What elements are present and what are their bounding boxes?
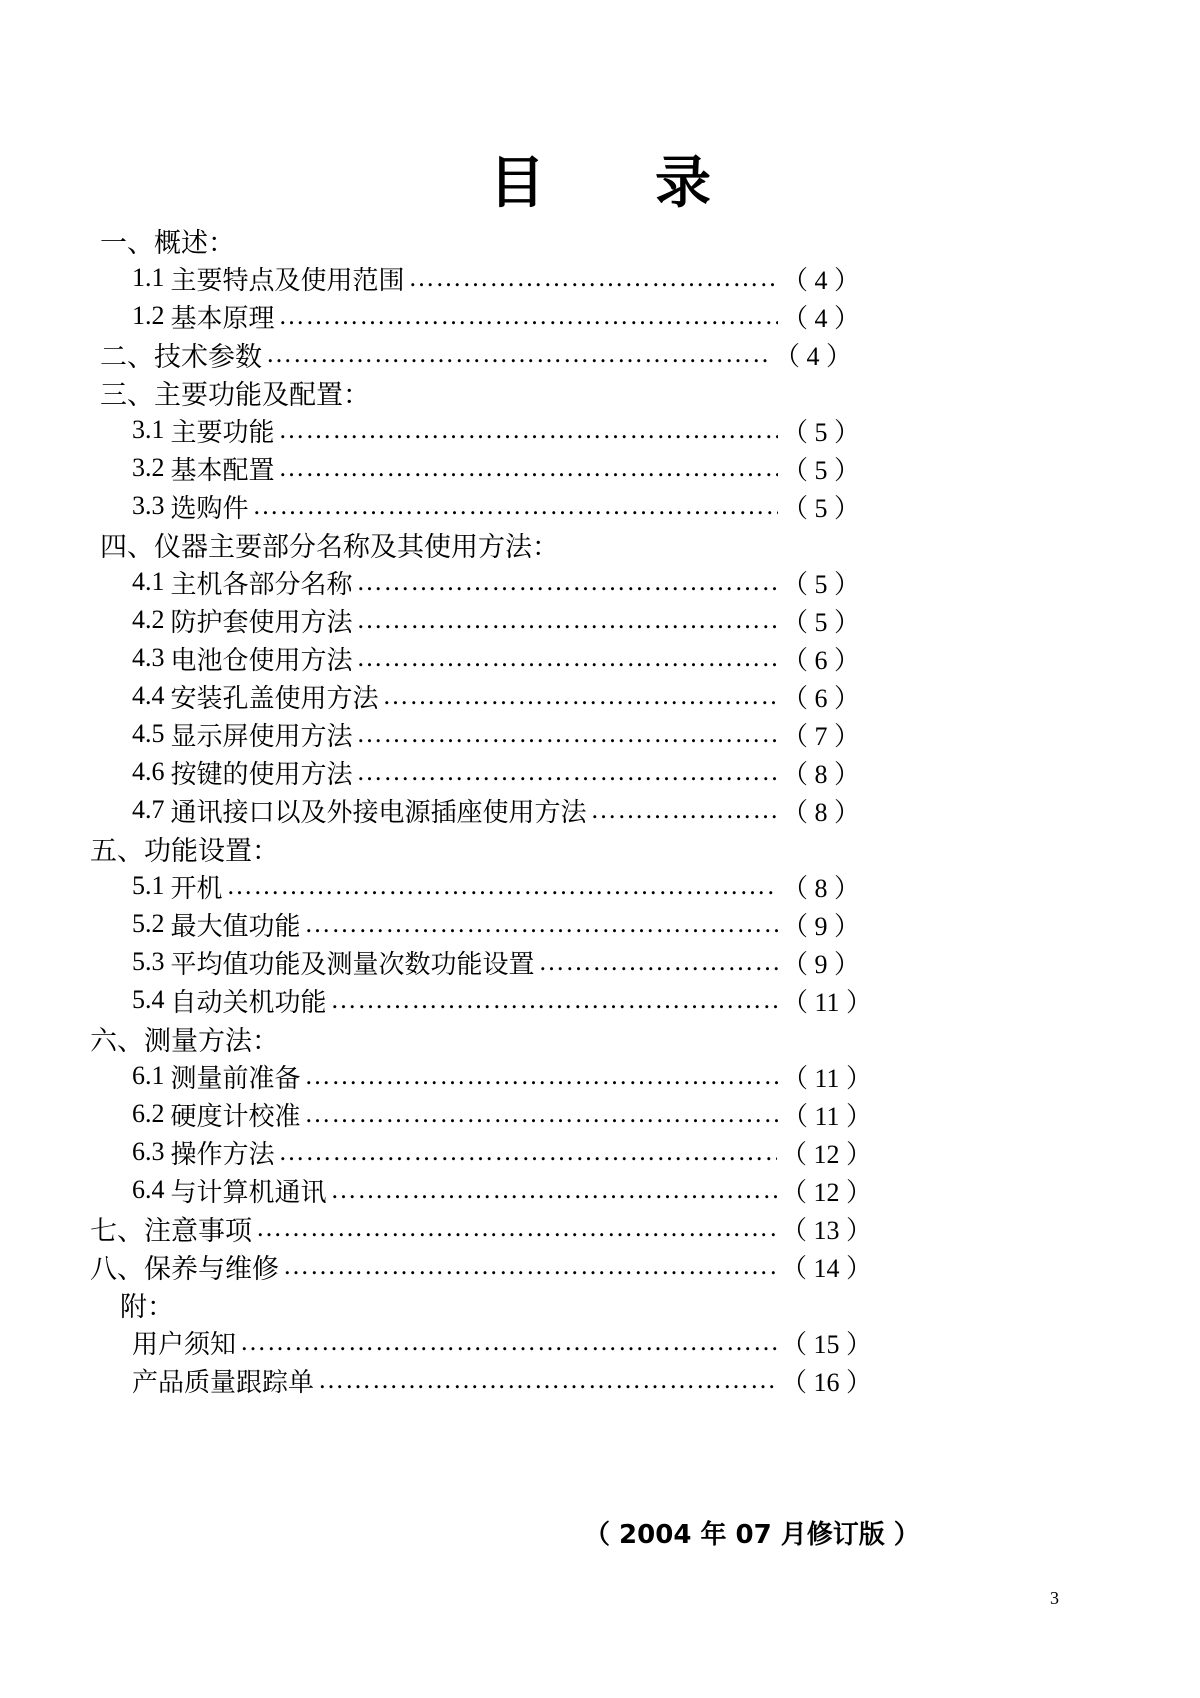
toc-leader-dots (539, 947, 778, 977)
toc-page: （ 6 ） (781, 645, 860, 675)
toc-number: 1.1 (132, 263, 165, 292)
toc-entry[interactable] (132, 752, 860, 792)
toc-entry[interactable] (132, 410, 860, 450)
toc-label: 测量前准备 (170, 1063, 301, 1094)
toc-number: 3.3 (132, 491, 165, 520)
toc-leader-dots (318, 1365, 777, 1395)
toc-entry[interactable] (132, 258, 860, 298)
toc-leader-dots (266, 339, 770, 369)
toc-page: （ 16 ） (780, 1367, 872, 1397)
toc-heading (90, 828, 279, 868)
toc-page: （ 12 ） (780, 1177, 872, 1207)
toc-label: 五、功能设置： (90, 835, 279, 867)
toc-page: （ 9 ） (781, 949, 860, 979)
toc-entry[interactable] (90, 1246, 872, 1286)
toc-leader-dots (357, 719, 778, 749)
toc-label: 六、测量方法： (90, 1025, 279, 1057)
toc-leader-dots (331, 985, 778, 1015)
toc-label: 硬度计校准 (170, 1101, 301, 1132)
toc-heading (90, 1018, 279, 1058)
toc-number: 4.5 (132, 719, 165, 748)
toc-label: 电池仓使用方法 (170, 645, 353, 676)
toc-number: 6.1 (132, 1061, 165, 1090)
toc-leader-dots (383, 681, 778, 711)
toc-leader-dots (279, 415, 778, 445)
toc-label: 自动关机功能 (170, 987, 327, 1018)
toc-number: 3.1 (132, 415, 165, 444)
toc-leader-dots (305, 909, 778, 939)
toc-page: （ 5 ） (781, 607, 860, 637)
toc-number: 6.3 (132, 1137, 165, 1166)
toc-page: （ 11 ） (781, 1063, 872, 1093)
toc-heading (100, 220, 235, 260)
toc-heading (100, 372, 370, 412)
toc-page: （ 6 ） (781, 683, 860, 713)
toc-label: 二、技术参数 (100, 341, 262, 373)
toc-page: （ 11 ） (781, 987, 872, 1017)
toc-page: （ 7 ） (781, 721, 860, 751)
toc-entry[interactable] (132, 942, 860, 982)
toc-label: 主机各部分名称 (170, 569, 353, 600)
toc-page: （ 8 ） (781, 759, 860, 789)
toc-label: 通讯接口以及外接电源插座使用方法 (170, 797, 587, 828)
toc-entry[interactable] (132, 296, 860, 336)
toc-leader-dots (591, 795, 778, 825)
toc-label: 安装孔盖使用方法 (170, 683, 379, 714)
toc-leader-dots (279, 453, 778, 483)
title-char-2: 录 (655, 151, 711, 216)
toc-label: 操作方法 (170, 1139, 275, 1170)
toc-label: 基本配置 (170, 455, 275, 486)
toc-entry[interactable] (132, 676, 860, 716)
toc-leader-dots (357, 605, 778, 635)
toc-entry[interactable] (132, 1094, 872, 1134)
toc-page: （ 13 ） (780, 1215, 872, 1245)
toc-entry[interactable] (132, 486, 860, 526)
toc-page: （ 8 ） (781, 797, 860, 827)
toc-label: 平均值功能及测量次数功能设置 (170, 949, 535, 980)
toc-number: 4.2 (132, 605, 165, 634)
toc-number: 5.2 (132, 909, 165, 938)
toc-page: （ 12 ） (780, 1139, 872, 1169)
toc-label: 七、注意事项 (90, 1215, 252, 1247)
toc-entry[interactable] (132, 866, 860, 906)
toc-number: 6.4 (132, 1175, 165, 1204)
toc-number: 5.3 (132, 947, 165, 976)
toc-label: 开机 (170, 873, 223, 904)
toc-entry[interactable] (132, 790, 860, 830)
toc-number: 4.6 (132, 757, 165, 786)
toc-label: 主要功能 (170, 417, 275, 448)
title-char-1: 目 (489, 151, 545, 216)
toc-label: 三、主要功能及配置： (100, 379, 370, 411)
toc-entry[interactable] (132, 562, 860, 602)
toc-label: 八、保养与维修 (90, 1253, 279, 1285)
toc-leader-dots (331, 1175, 777, 1205)
toc-label: 最大值功能 (170, 911, 301, 942)
toc-number: 6.2 (132, 1099, 165, 1128)
toc-entry[interactable] (132, 1132, 872, 1172)
toc-page: （ 4 ） (781, 303, 860, 333)
toc-leader-dots (253, 491, 778, 521)
toc-label: 附： (120, 1291, 174, 1323)
toc-entry[interactable] (132, 638, 860, 678)
toc-page: （ 4 ） (773, 341, 852, 371)
toc-label: 基本原理 (170, 303, 275, 334)
toc-number: 5.4 (132, 985, 165, 1014)
toc-entry[interactable] (132, 1056, 872, 1096)
toc-leader-dots (357, 757, 778, 787)
toc-entry[interactable] (132, 980, 872, 1020)
toc-entry[interactable] (132, 448, 860, 488)
toc-heading (100, 524, 559, 564)
toc-page: （ 5 ） (781, 417, 860, 447)
toc-leader-dots (409, 263, 778, 293)
toc-page: （ 9 ） (781, 911, 860, 941)
toc-label: 按键的使用方法 (170, 759, 353, 790)
toc-page: （ 5 ） (781, 455, 860, 485)
toc-leader-dots (279, 301, 778, 331)
toc-number: 3.2 (132, 453, 165, 482)
toc-entry[interactable] (90, 1208, 872, 1248)
toc-heading (120, 1284, 174, 1324)
toc-page: （ 14 ） (780, 1253, 872, 1283)
toc-number: 4.3 (132, 643, 165, 672)
toc-label: 显示屏使用方法 (170, 721, 353, 752)
toc-label: 用户须知 (132, 1329, 237, 1360)
toc-entry[interactable] (132, 904, 860, 944)
toc-entry[interactable] (132, 714, 860, 754)
page-title (0, 151, 1200, 216)
toc-entry[interactable] (132, 1322, 872, 1362)
toc-leader-dots (279, 1137, 777, 1167)
toc-leader-dots (357, 567, 778, 597)
toc-number: 1.2 (132, 301, 165, 330)
toc-leader-dots (357, 643, 778, 673)
toc-leader-dots (283, 1251, 777, 1281)
toc-number: 5.1 (132, 871, 165, 900)
toc-label: 四、仪器主要部分名称及其使用方法： (100, 531, 559, 563)
toc-leader-dots (256, 1213, 777, 1243)
toc-number: 4.1 (132, 567, 165, 596)
toc-leader-dots (227, 871, 778, 901)
toc-entry[interactable] (132, 1360, 872, 1400)
toc-number: 4.4 (132, 681, 165, 710)
toc-page: （ 15 ） (780, 1329, 872, 1359)
toc-page: （ 4 ） (781, 265, 860, 295)
toc-number: 4.7 (132, 795, 165, 824)
toc-page: （ 8 ） (781, 873, 860, 903)
toc-entry[interactable] (132, 1170, 872, 1210)
toc-label: 与计算机通讯 (170, 1177, 327, 1208)
toc-label: 产品质量跟踪单 (132, 1367, 315, 1398)
toc-entry[interactable] (132, 600, 860, 640)
toc-leader-dots (240, 1327, 777, 1357)
toc-label: 选购件 (170, 493, 249, 524)
toc-label: 主要特点及使用范围 (170, 265, 405, 296)
toc-leader-dots (305, 1061, 778, 1091)
toc-label: 一、概述： (100, 227, 235, 259)
toc-page: （ 5 ） (781, 569, 860, 599)
toc-entry[interactable] (100, 334, 852, 374)
toc-page: （ 5 ） (781, 493, 860, 523)
revision-note: （ 2004 年 07 月修订版 ） (584, 1520, 920, 1550)
page-number: 3 (1050, 1588, 1059, 1608)
toc-leader-dots (305, 1099, 778, 1129)
toc-label: 防护套使用方法 (170, 607, 353, 638)
toc-page: （ 11 ） (781, 1101, 872, 1131)
